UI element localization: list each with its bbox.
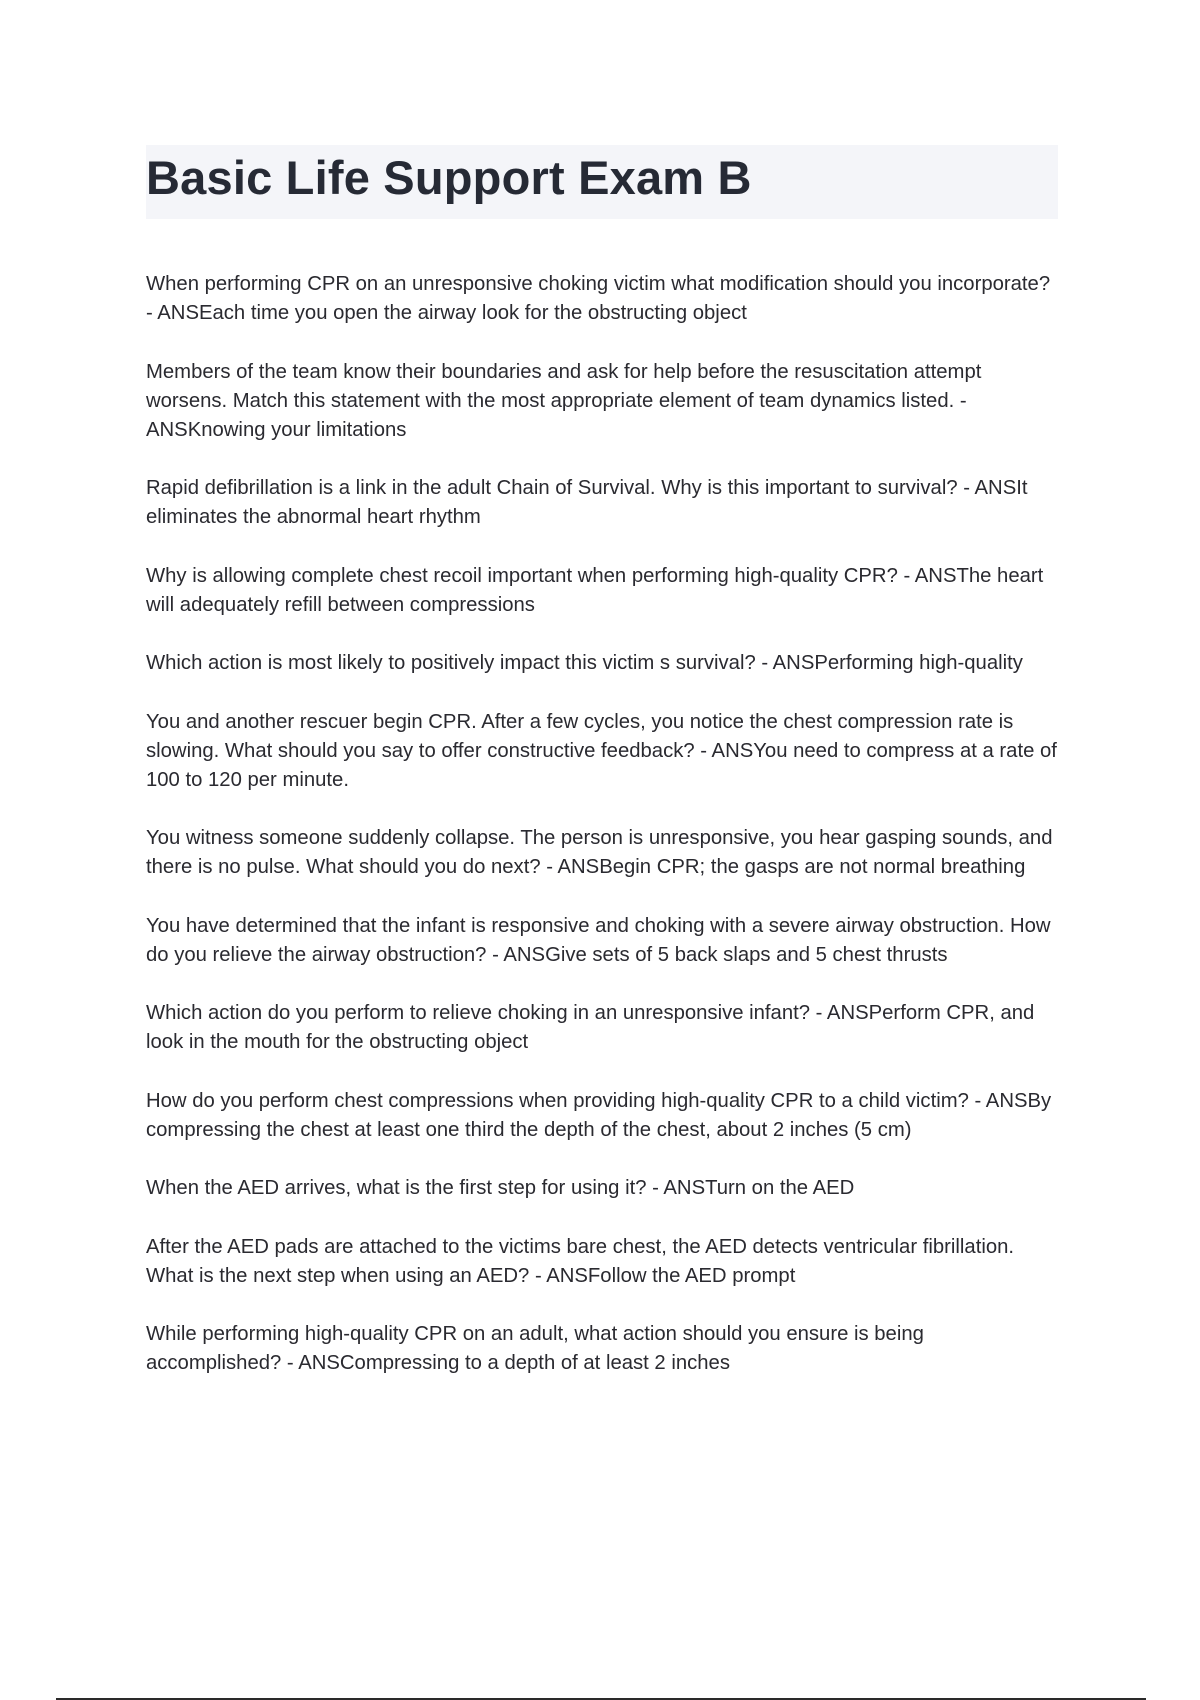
question-answer-list — [146, 270, 1058, 1408]
qa-item: While performing high-quality CPR on an adult, what action should you ensure is being accomplished? - ANSCompressing to a depth of at least 2 inches — [146, 1323, 924, 1374]
qa-item: You and another rescuer begin CPR. After a few cycles, you notice the chest compression rate is slowing. What should you say to offer constructive feedback? - ANSYou need to compress at a rate of 100 to 120 per minute. — [146, 710, 1057, 791]
qa-item: Which action do you perform to relieve choking in an unresponsive infant? - ANSPerform CPR, and look in the mouth for the obstructing object — [146, 1002, 1035, 1053]
qa-item: You have determined that the infant is responsive and choking with a severe airway obstruction. How do you relieve the airway obstruction? - ANSGive sets of 5 back slaps and 5 chest thrusts — [146, 914, 1051, 966]
qa-item: Members of the team know their boundaries and ask for help before the resuscitation attempt worsens. Match this statement with the most appropriate element of team dynamics listed. - ANSKnowing your limitations — [146, 360, 982, 441]
qa-item: When the AED arrives, what is the first step for using it? - ANSTurn on the AED — [146, 1177, 855, 1199]
qa-item: When performing CPR on an unresponsive choking victim what modification should you incorporate? - ANSEach time you open the airway look for the obstructing object — [146, 273, 1051, 324]
qa-item: How do you perform chest compressions when providing high-quality CPR to a child victim? - ANSBy compressing the chest at least one third the depth of the chest, about 2 inches (5 cm) — [146, 1089, 1052, 1141]
title-band — [146, 145, 1058, 219]
qa-item: You witness someone suddenly collapse. The person is unresponsive, you hear gasping sounds, and there is no pulse. What should you do next? - ANSBegin CPR; the gasps are not normal breathing — [146, 827, 1053, 878]
qa-item: Rapid defibrillation is a link in the adult Chain of Survival. Why is this important to survival? - ANSIt eliminates the abnormal heart rhythm — [146, 477, 1028, 528]
qa-item: After the AED pads are attached to the victims bare chest, the AED detects ventricular fibrillation. What is the next step when using an AED? - ANSFollow the AED prompt — [146, 1235, 1015, 1287]
qa-item: Why is allowing complete chest recoil important when performing high-quality CPR? - ANSThe heart will adequately refill between compressions — [146, 564, 1044, 616]
document-title: Basic Life Support Exam B — [146, 151, 752, 204]
qa-item: Which action is most likely to positively impact this victim s survival? - ANSPerforming high-quality — [146, 652, 1023, 674]
